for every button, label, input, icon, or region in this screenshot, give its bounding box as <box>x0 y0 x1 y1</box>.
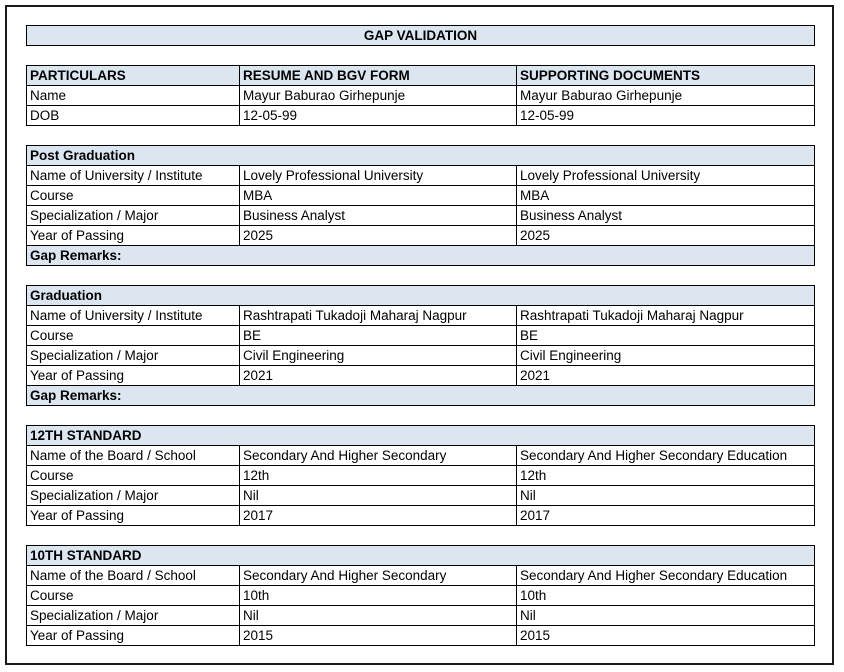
gap-remarks: Gap Remarks: <box>27 246 815 266</box>
resume-value: MBA <box>240 186 517 206</box>
section-heading: 12TH STANDARD <box>27 426 815 446</box>
spacer <box>27 406 815 426</box>
documents-value: Secondary And Higher Secondary Education <box>517 566 815 586</box>
resume-value: 2015 <box>240 626 517 646</box>
spacer-row <box>27 46 815 66</box>
table-row <box>27 446 815 466</box>
spacer <box>27 526 815 546</box>
table-row <box>27 226 815 246</box>
table-row <box>27 486 815 506</box>
row-label: Year of Passing <box>27 626 240 646</box>
resume-value: 10th <box>240 586 517 606</box>
documents-value: Rashtrapati Tukadoji Maharaj Nagpur <box>517 306 815 326</box>
documents-value: 10th <box>517 586 815 606</box>
row-label: Name of the Board / School <box>27 566 240 586</box>
documents-value: Nil <box>517 486 815 506</box>
gap-remarks-row <box>27 246 815 266</box>
resume-value: Civil Engineering <box>240 346 517 366</box>
resume-value: 2025 <box>240 226 517 246</box>
resume-value: Secondary And Higher Secondary <box>240 446 517 466</box>
documents-value: Lovely Professional University <box>517 166 815 186</box>
row-label: DOB <box>27 106 240 126</box>
row-label: Specialization / Major <box>27 486 240 506</box>
table-row <box>27 106 815 126</box>
documents-value: 2015 <box>517 626 815 646</box>
row-label: Name <box>27 86 240 106</box>
row-label: Name of the Board / School <box>27 446 240 466</box>
table-row <box>27 466 815 486</box>
table-row <box>27 326 815 346</box>
row-label: Year of Passing <box>27 226 240 246</box>
resume-value: Secondary And Higher Secondary <box>240 566 517 586</box>
table-row <box>27 86 815 106</box>
resume-value: BE <box>240 326 517 346</box>
spacer-row <box>27 526 815 546</box>
documents-value: 12th <box>517 466 815 486</box>
table-row <box>27 566 815 586</box>
documents-value: Mayur Baburao Girhepunje <box>517 86 815 106</box>
gap-validation-table <box>26 25 815 646</box>
gap-remarks: Gap Remarks: <box>27 386 815 406</box>
table-row <box>27 626 815 646</box>
documents-value: 2021 <box>517 366 815 386</box>
row-label: Year of Passing <box>27 366 240 386</box>
row-label: Course <box>27 186 240 206</box>
section-heading-row <box>27 426 815 446</box>
documents-value: 2025 <box>517 226 815 246</box>
table-row <box>27 366 815 386</box>
spacer-row <box>27 406 815 426</box>
gap-remarks-row <box>27 386 815 406</box>
resume-value: 2017 <box>240 506 517 526</box>
resume-value: Nil <box>240 606 517 626</box>
documents-value: Nil <box>517 606 815 626</box>
header-documents: SUPPORTING DOCUMENTS <box>517 66 815 86</box>
spacer <box>27 126 815 146</box>
table-row <box>27 586 815 606</box>
row-label: Specialization / Major <box>27 346 240 366</box>
table-row <box>27 306 815 326</box>
section-heading: Graduation <box>27 286 815 306</box>
row-label: Specialization / Major <box>27 206 240 226</box>
table-row <box>27 346 815 366</box>
spacer <box>27 46 815 66</box>
page-title: GAP VALIDATION <box>27 26 815 46</box>
resume-value: 2021 <box>240 366 517 386</box>
row-label: Specialization / Major <box>27 606 240 626</box>
table-row <box>27 166 815 186</box>
header-resume: RESUME AND BGV FORM <box>240 66 517 86</box>
documents-value: Civil Engineering <box>517 346 815 366</box>
table-row <box>27 186 815 206</box>
row-label: Name of University / Institute <box>27 306 240 326</box>
table-row <box>27 606 815 626</box>
spacer-row <box>27 126 815 146</box>
row-label: Name of University / Institute <box>27 166 240 186</box>
documents-value: Secondary And Higher Secondary Education <box>517 446 815 466</box>
documents-value: BE <box>517 326 815 346</box>
documents-value: MBA <box>517 186 815 206</box>
resume-value: 12th <box>240 466 517 486</box>
header-row <box>27 66 815 86</box>
resume-value: 12-05-99 <box>240 106 517 126</box>
gap-validation-sheet <box>26 25 814 646</box>
section-heading: Post Graduation <box>27 146 815 166</box>
row-label: Year of Passing <box>27 506 240 526</box>
spacer-row <box>27 266 815 286</box>
resume-value: Mayur Baburao Girhepunje <box>240 86 517 106</box>
row-label: Course <box>27 326 240 346</box>
header-particulars: PARTICULARS <box>27 66 240 86</box>
row-label: Course <box>27 586 240 606</box>
resume-value: Nil <box>240 486 517 506</box>
section-heading-row <box>27 546 815 566</box>
row-label: Course <box>27 466 240 486</box>
section-heading: 10TH STANDARD <box>27 546 815 566</box>
resume-value: Rashtrapati Tukadoji Maharaj Nagpur <box>240 306 517 326</box>
section-heading-row <box>27 286 815 306</box>
documents-value: 2017 <box>517 506 815 526</box>
section-heading-row <box>27 146 815 166</box>
documents-value: Business Analyst <box>517 206 815 226</box>
resume-value: Lovely Professional University <box>240 166 517 186</box>
table-row <box>27 206 815 226</box>
spacer <box>27 266 815 286</box>
documents-value: 12-05-99 <box>517 106 815 126</box>
title-row <box>27 26 815 46</box>
resume-value: Business Analyst <box>240 206 517 226</box>
table-row <box>27 506 815 526</box>
